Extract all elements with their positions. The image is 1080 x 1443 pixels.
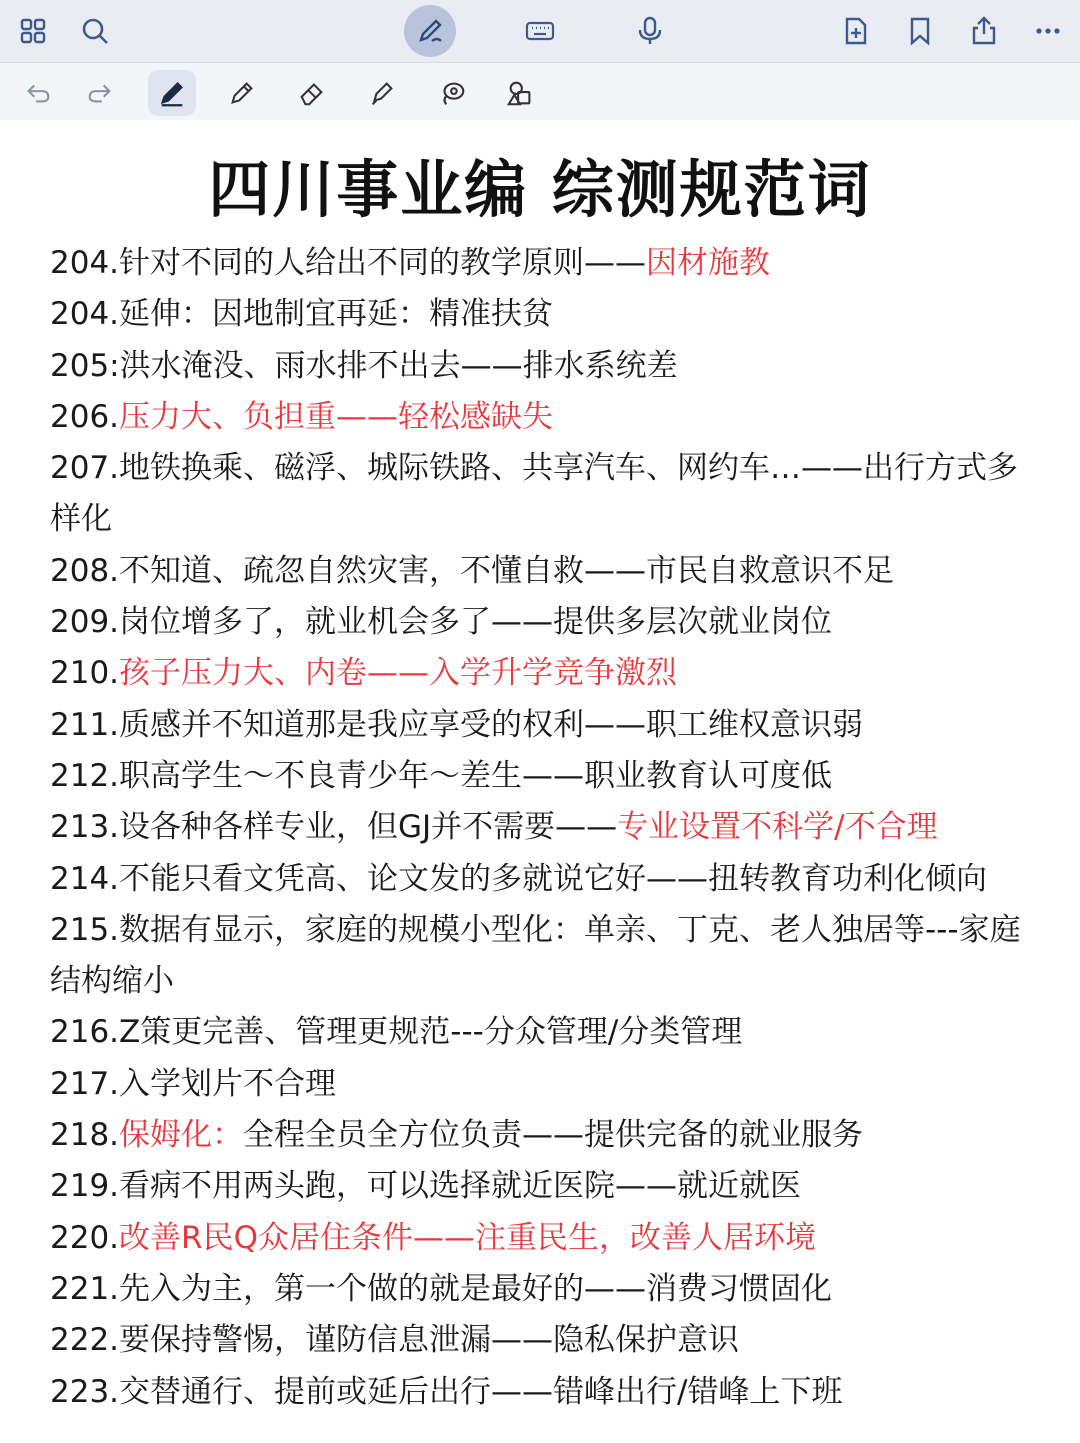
- undo-icon[interactable]: [16, 73, 60, 113]
- note-line: 208.不知道、疏忽自然灾害，不懂自救——市民自救意识不足: [50, 552, 895, 589]
- lasso-icon[interactable]: [430, 73, 474, 113]
- share-icon[interactable]: [961, 8, 1007, 54]
- shapes-icon[interactable]: [498, 73, 542, 113]
- note-line: 206.压力大、负担重——轻松感缺失: [50, 398, 554, 435]
- add-page-icon[interactable]: [833, 8, 879, 54]
- note-content: [50, 238, 1040, 1418]
- bookmark-icon[interactable]: [897, 8, 943, 54]
- more-icon[interactable]: [1025, 8, 1071, 54]
- note-line: 216.Z策更完善、管理更规范---分众管理/分类管理: [50, 1014, 743, 1051]
- note-line: 223.交替通行、提前或延后出行——错峰出行/错峰上下班: [50, 1373, 843, 1410]
- note-line: 204.延伸：因地制宜再延：精准扶贫: [50, 296, 554, 333]
- note-line: 210.孩子压力大、内卷——入学升学竞争激烈: [50, 655, 678, 692]
- note-line: 207.地铁换乘、磁浮、城际铁路、共享汽车、网约车…——出行方式多样化: [50, 450, 1019, 538]
- note-line: 217.入学划片不合理: [50, 1065, 337, 1102]
- keyboard-icon[interactable]: [517, 8, 563, 54]
- note-line: 213.设各种各样专业，但GJ并不需要——专业设置不科学/不合理: [50, 809, 938, 846]
- note-line: 222.要保持警惕，谨防信息泄漏——隐私保护意识: [50, 1322, 740, 1359]
- page-title: 四川事业编 综测规范词: [208, 153, 872, 226]
- redo-icon[interactable]: [78, 73, 122, 113]
- note-line: 211.质感并不知道那是我应享受的权利——职工维权意识弱: [50, 706, 864, 743]
- search-icon[interactable]: [72, 8, 118, 54]
- note-line: 221.先入为主，第一个做的就是最好的——消费习惯固化: [50, 1270, 833, 1307]
- highlighter-icon[interactable]: [360, 73, 404, 113]
- note-line: 219.看病不用两头跑，可以选择就近医院——就近就医: [50, 1168, 802, 1205]
- mic-icon[interactable]: [627, 8, 673, 54]
- note-line: 205:洪水淹没、雨水排不出去——排水系统差: [50, 347, 678, 384]
- note-line: 204.针对不同的人给出不同的教学原则——因材施教: [50, 245, 771, 281]
- pen-icon[interactable]: [404, 5, 456, 57]
- note-line: 212.职高学生～不良青少年～差生——职业教育认可度低: [50, 757, 833, 794]
- pen-tool-icon[interactable]: [148, 70, 196, 116]
- note-line: 218.保姆化：全程全员全方位负责——提供完备的就业服务: [50, 1117, 864, 1154]
- note-line: 209.岗位增多了，就业机会多了——提供多层次就业岗位: [50, 604, 833, 641]
- note-line: 215.数据有显示，家庭的规模小型化：单亲、丁克、老人独居等---家庭结构缩小: [50, 911, 1021, 1000]
- note-line: 220.改善R民Q众居住条件——注重民生，改善人居环境: [50, 1219, 816, 1256]
- pencil-icon[interactable]: [220, 73, 264, 113]
- eraser-icon[interactable]: [290, 73, 334, 113]
- drawing-toolbar: [0, 62, 1080, 120]
- note-line: 214.不能只看文凭高、论文发的多就说它好——扭转教育功利化倾向: [50, 860, 988, 897]
- grid-icon[interactable]: [10, 8, 56, 54]
- app-top-bar: [0, 0, 1080, 62]
